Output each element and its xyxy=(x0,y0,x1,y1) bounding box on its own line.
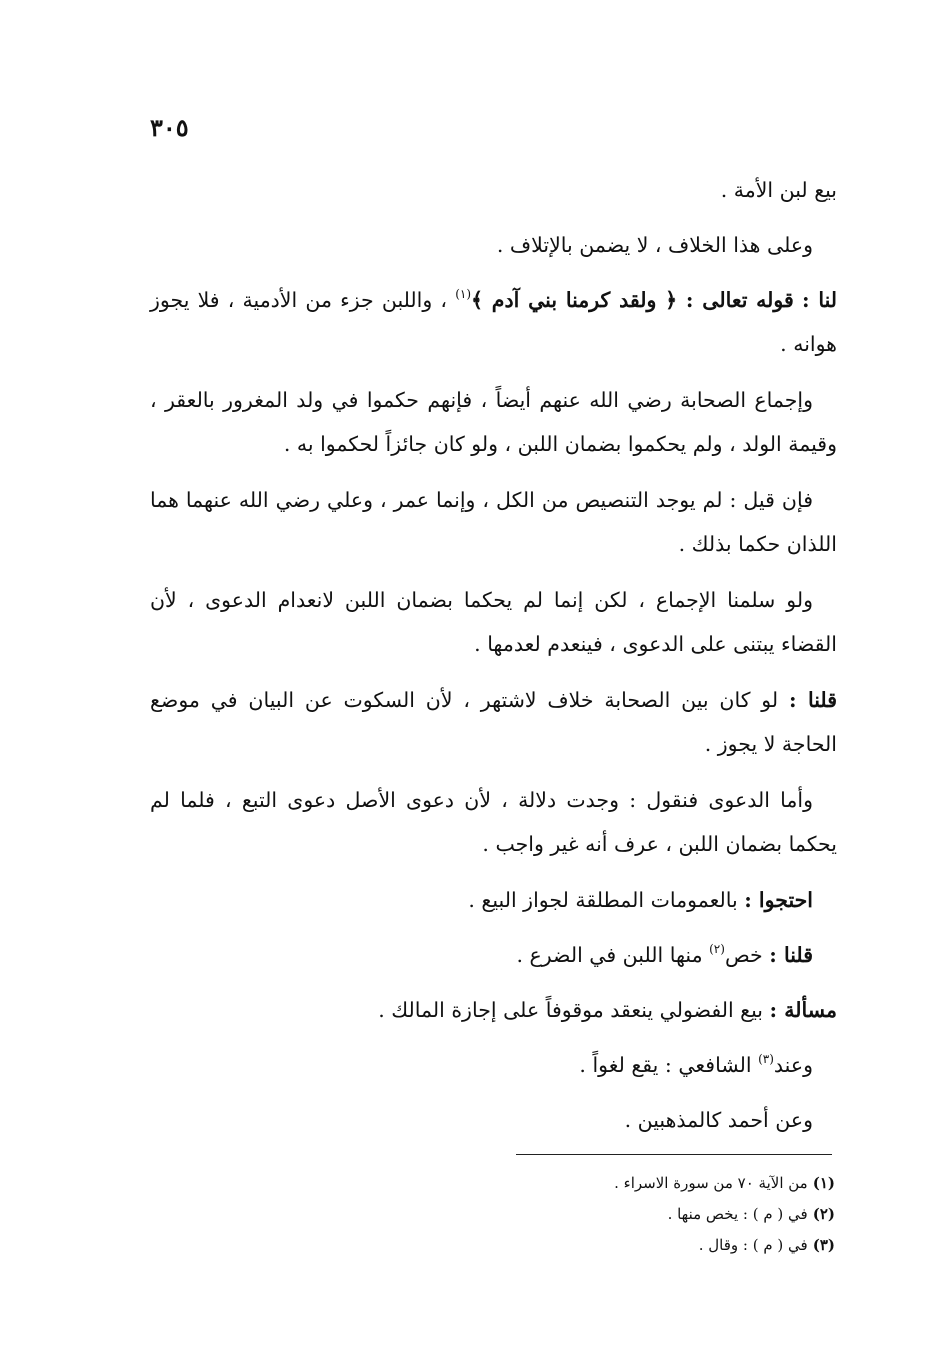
footnote-number: (٣) xyxy=(812,1236,835,1254)
paragraph-text: خص xyxy=(724,943,763,967)
paragraph-text: وعن أحمد كالمذهبين . xyxy=(624,1108,813,1132)
paragraph-lead: قلنا : xyxy=(788,688,837,712)
paragraph-lead: قلنا : xyxy=(769,943,813,967)
paragraph-text: الشافعي : يقع لغواً . xyxy=(579,1053,759,1077)
paragraph-text: منها اللبن في الضرع . xyxy=(516,943,710,967)
footnote-text: في ( م ) : وقال . xyxy=(698,1236,808,1254)
paragraph-text: وعند xyxy=(773,1053,813,1077)
paragraph-1 xyxy=(150,168,837,212)
footnote-2 xyxy=(150,1199,835,1230)
paragraph-text: ، واللبن جزء من الأدمية ، فلا يجوز هوانه . xyxy=(150,288,837,356)
paragraph-text: وإجماع الصحابة رضي الله عنهم أيضاً ، فإنهم حكموا في ولد المغرور بالعقر ، وقيمة الولد ، ولم يحكموا بضمان اللبن ، ولو كان جائزاً لحكموا به . xyxy=(150,388,837,456)
paragraph-2 xyxy=(150,223,837,267)
main-text xyxy=(150,168,837,1153)
footnote-divider xyxy=(516,1154,832,1155)
paragraph-7 xyxy=(150,678,837,766)
paragraph-text: ولو سلمنا الإجماع ، لكن إنما لم يحكما بضمان اللبن لانعدام الدعوى ، لأن القضاء يبتنى على الدعوى ، فينعدم لعدمها . xyxy=(150,588,837,656)
footnote-number: (١) xyxy=(812,1174,835,1192)
paragraph-lead: احتجوا : xyxy=(744,888,813,912)
paragraph-text: بالعمومات المطلقة لجواز البيع . xyxy=(468,888,738,912)
paragraph-text: بيع لبن الأمة . xyxy=(720,178,837,202)
paragraph-3 xyxy=(150,278,837,366)
footnote-3 xyxy=(150,1230,835,1261)
paragraph-8 xyxy=(150,778,837,866)
paragraph-lead: مسألة : xyxy=(769,998,837,1022)
page-number: ٣٠٥ xyxy=(150,113,189,142)
paragraph-text: فإن قيل : لم يوجد التنصيص من الكل ، وإنما عمر ، وعلي رضي الله عنهما هما اللذان حكما بذلك . xyxy=(150,488,837,556)
footnote-number: (٢) xyxy=(812,1205,835,1223)
paragraph-13 xyxy=(150,1098,837,1142)
paragraph-lead: لنا : xyxy=(801,288,837,312)
paragraph-9 xyxy=(150,878,837,922)
paragraph-text: وعلى هذا الخلاف ، لا يضمن بالإتلاف . xyxy=(496,233,813,257)
footnote-ref-2: (٢) xyxy=(709,942,725,956)
footnote-text: في ( م ) : يخص منها . xyxy=(667,1205,808,1223)
paragraph-5 xyxy=(150,478,837,566)
quran-verse: قوله تعالى : ﴿ ولقد كرمنا بني آدم ﴾ xyxy=(471,288,794,312)
paragraph-10 xyxy=(150,933,837,977)
footnote-ref-3: (٣) xyxy=(758,1052,774,1066)
paragraph-text: وأما الدعوى فنقول : وجدت دلالة ، لأن دعوى الأصل دعوى التبع ، فلما لم يحكما بضمان اللبن ، عرف أنه غير واجب . xyxy=(150,788,837,856)
footnote-text: من الآية ٧٠ من سورة الاسراء . xyxy=(614,1174,808,1192)
footnote-1 xyxy=(150,1168,835,1199)
footnotes xyxy=(150,1168,835,1261)
paragraph-11 xyxy=(150,988,837,1032)
paragraph-6 xyxy=(150,578,837,666)
paragraph-12 xyxy=(150,1043,837,1087)
paragraph-4 xyxy=(150,378,837,466)
paragraph-text: لو كان بين الصحابة خلاف لاشتهر ، لأن السكوت عن البيان في موضع الحاجة لا يجوز . xyxy=(150,688,837,756)
paragraph-text: بيع الفضولي ينعقد موقوفاً على إجازة المالك . xyxy=(378,998,763,1022)
footnote-ref-1: (١) xyxy=(455,287,472,301)
